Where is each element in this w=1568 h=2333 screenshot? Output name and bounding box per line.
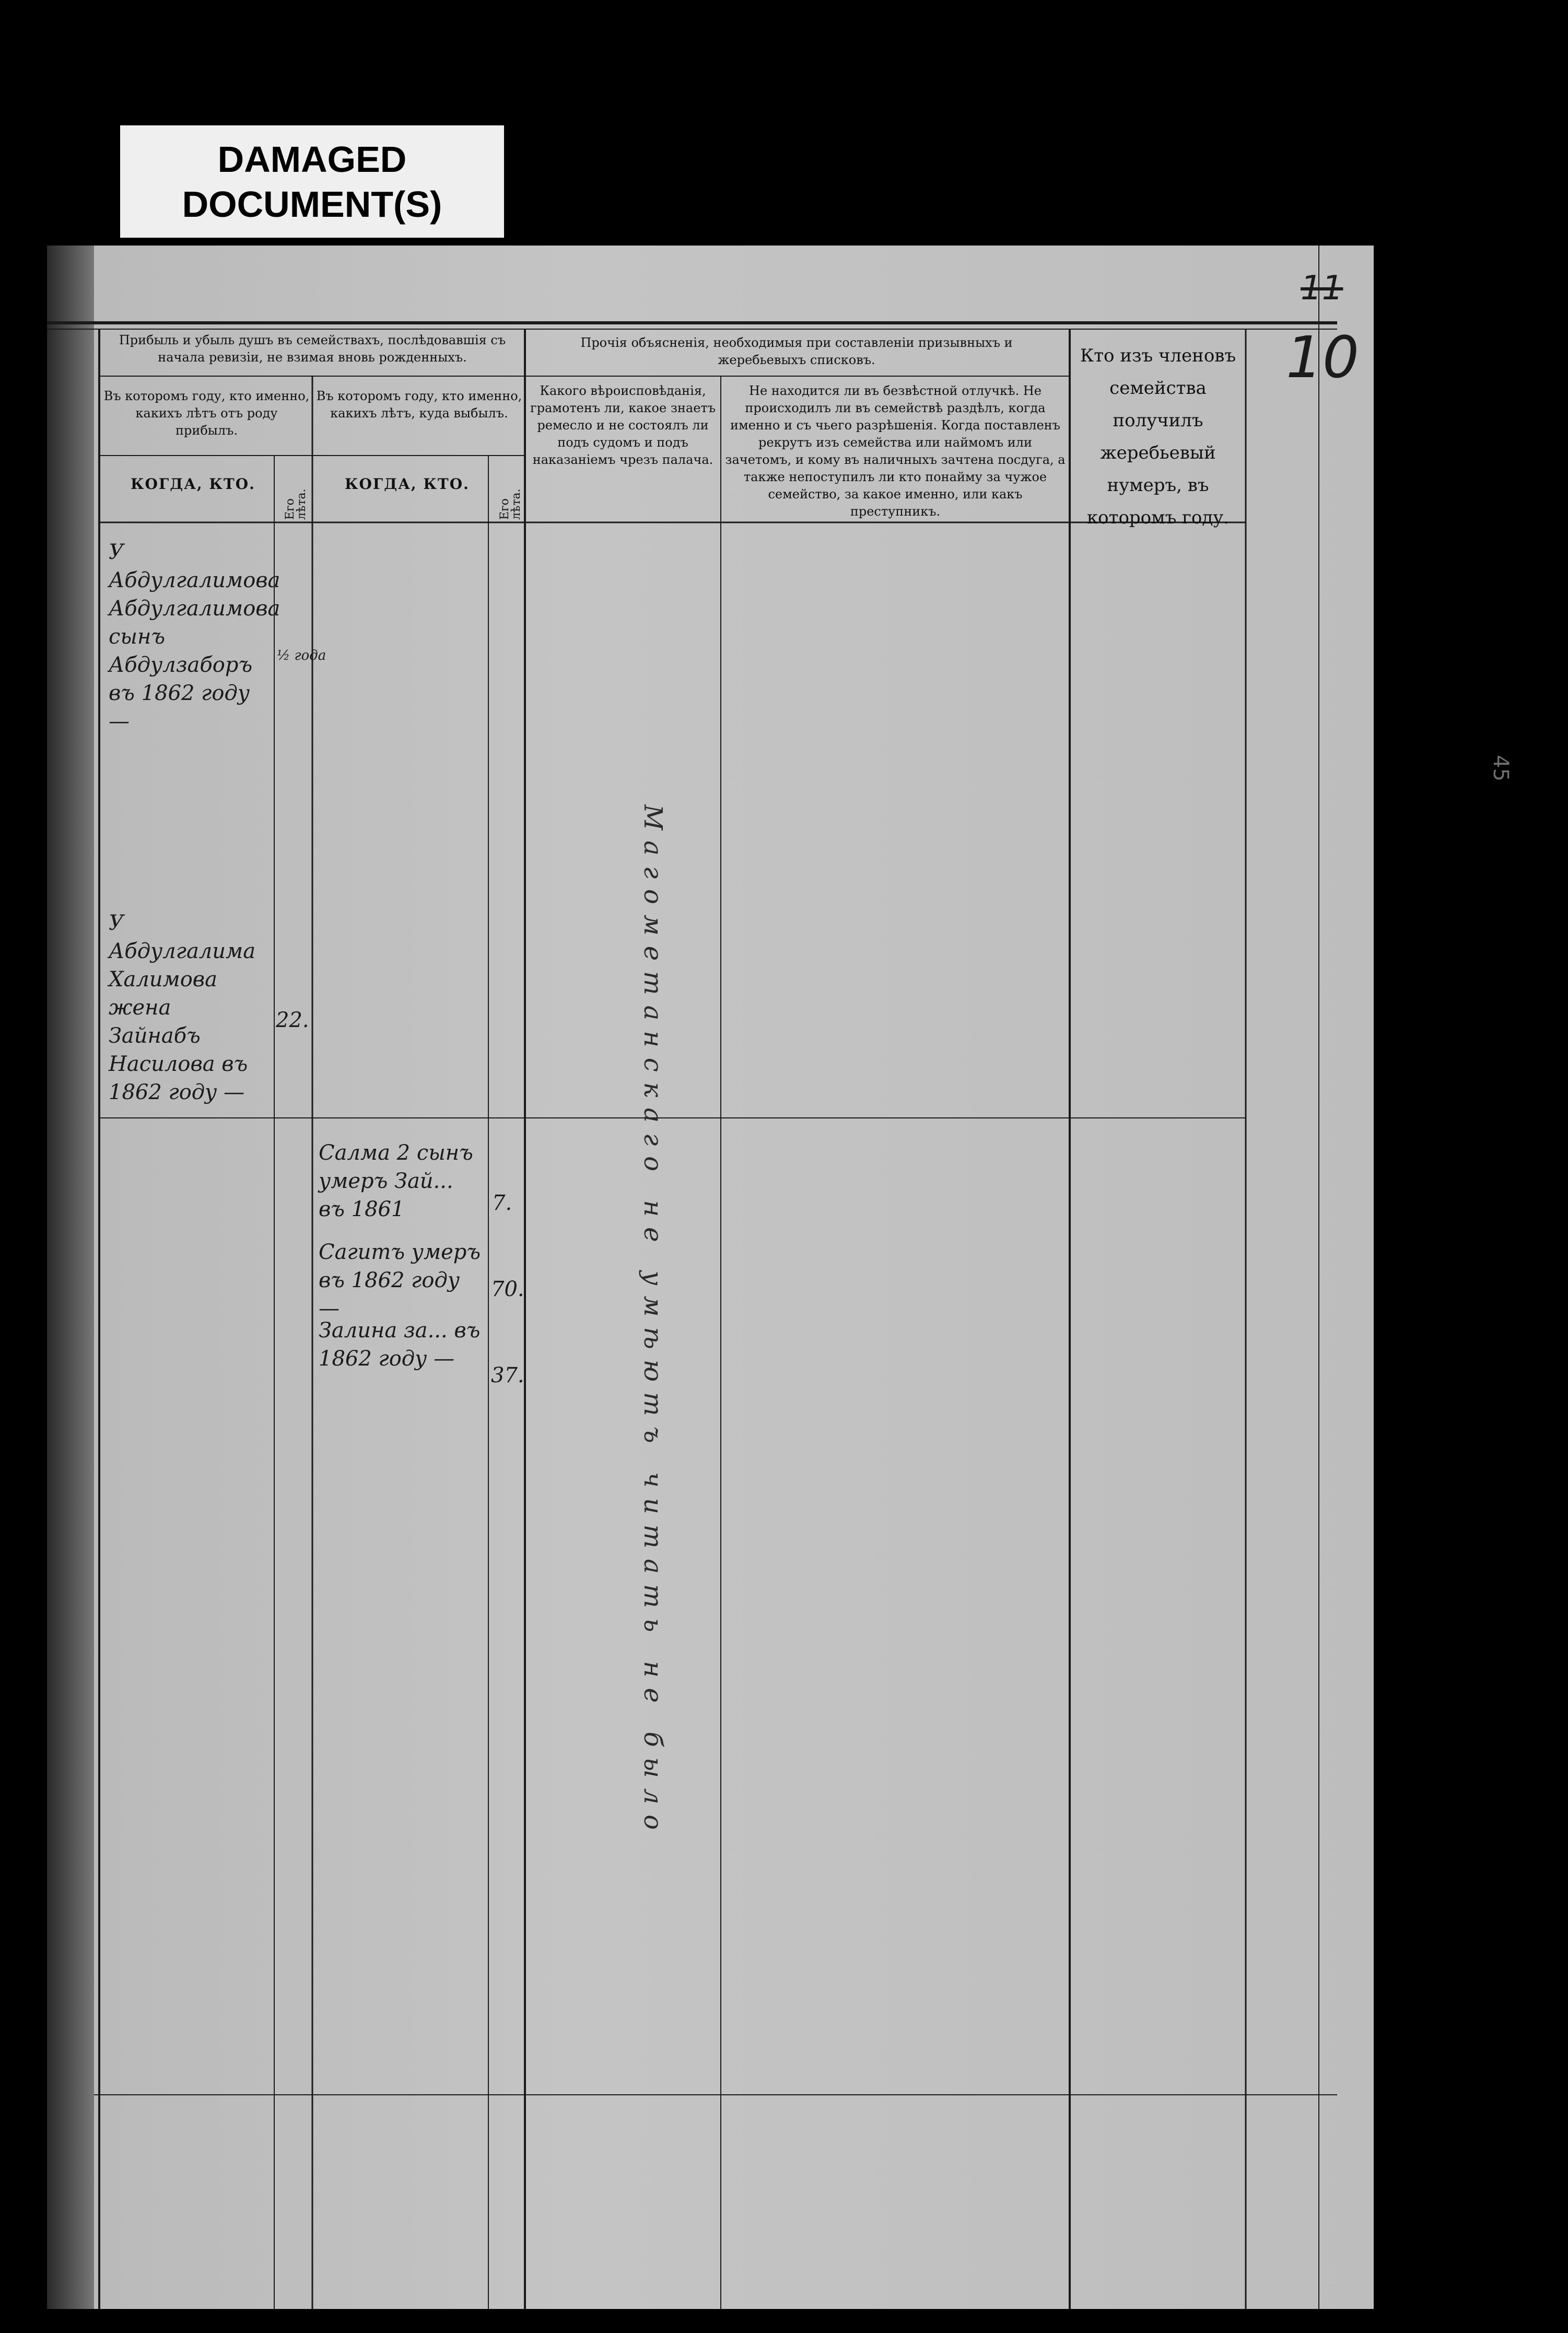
header-age-arrive: Его лѣта.	[284, 488, 308, 520]
damaged-document-label	[120, 125, 504, 238]
page-number-current: 10	[1286, 324, 1359, 391]
arrival-age-1: ½ года	[277, 648, 326, 663]
departure-age-3: 37.	[491, 1363, 524, 1387]
arrival-entry-2: У Абдулгалима Халимова жена Зайнабъ Насилова въ 1862 году —	[109, 911, 256, 1104]
header-age-depart: Его лѣта.	[498, 488, 523, 520]
header-absence-title: Не находится ли въ безвѣстной отлучкѣ. Не происходилъ ли въ семействѣ раздѣлъ, когда именно и съ чьего разрѣшенія. Когда поставленъ рекрутъ изъ семейства или наймомъ или зачетомъ, и кому въ наличныхъ зачтена посдуга, а также непоступилъ ли кто понайму за чужое семейство, за какое именно, или какъ преступникъ.	[725, 383, 1066, 519]
document-page	[47, 246, 1374, 2309]
arrival-entry-1: У Абдулгалимова Абдулгалимова сынъ Абдулзаборъ въ 1862 году —	[109, 540, 280, 733]
header-when-who-depart: КОГДА, КТО.	[345, 475, 470, 493]
header-arrived-title: Въ которомъ году, кто именно, какихъ лѣтъ отъ роду прибылъ.	[103, 389, 310, 438]
departure-entry-2: Сагитъ умеръ въ 1862 году —	[319, 1240, 481, 1321]
label-line-1: DAMAGED	[217, 138, 407, 180]
margin-mark: 45	[1489, 755, 1513, 781]
header-group1-title: Прибыль и убыль душъ въ семействахъ, послѣдовавшія съ начала ревизіи, не взимая вновь рожденныхъ.	[119, 333, 506, 365]
departure-entry-3: Залина за... въ 1862 году —	[319, 1319, 481, 1371]
vertical-religion-note: Магометанскаго не умѣютъ читать не было	[638, 804, 668, 1840]
header-lottery-title: Кто изъ членовъ семейства получилъ жеребьевый нумеръ, въ которомъ году.	[1080, 345, 1236, 528]
page-number-crossed: 11	[1301, 269, 1343, 308]
header-when-who-arrive: КОГДА, КТО.	[131, 475, 255, 493]
arrival-age-2: 22.	[276, 1008, 309, 1032]
departure-age-1: 7.	[492, 1191, 512, 1215]
header-group2-title: Прочія объясненія, необходимыя при составленіи призывныхъ и жеребьевыхъ списковъ.	[580, 335, 1013, 367]
departure-age-2: 70.	[491, 1277, 524, 1301]
header-religion-title: Какого вѣроисповѣданія, грамотенъ ли, какое знаетъ ремесло и не состоялъ ли подъ судомъ и подъ наказаніемъ чрезъ палача.	[530, 383, 716, 467]
label-line-2: DOCUMENT(S)	[182, 183, 442, 225]
departure-entry-1: Салма 2 сынъ умеръ Зай... въ 1861	[319, 1141, 473, 1221]
header-departed-title: Въ которомъ году, кто именно, какихъ лѣтъ, куда выбылъ.	[316, 389, 522, 421]
